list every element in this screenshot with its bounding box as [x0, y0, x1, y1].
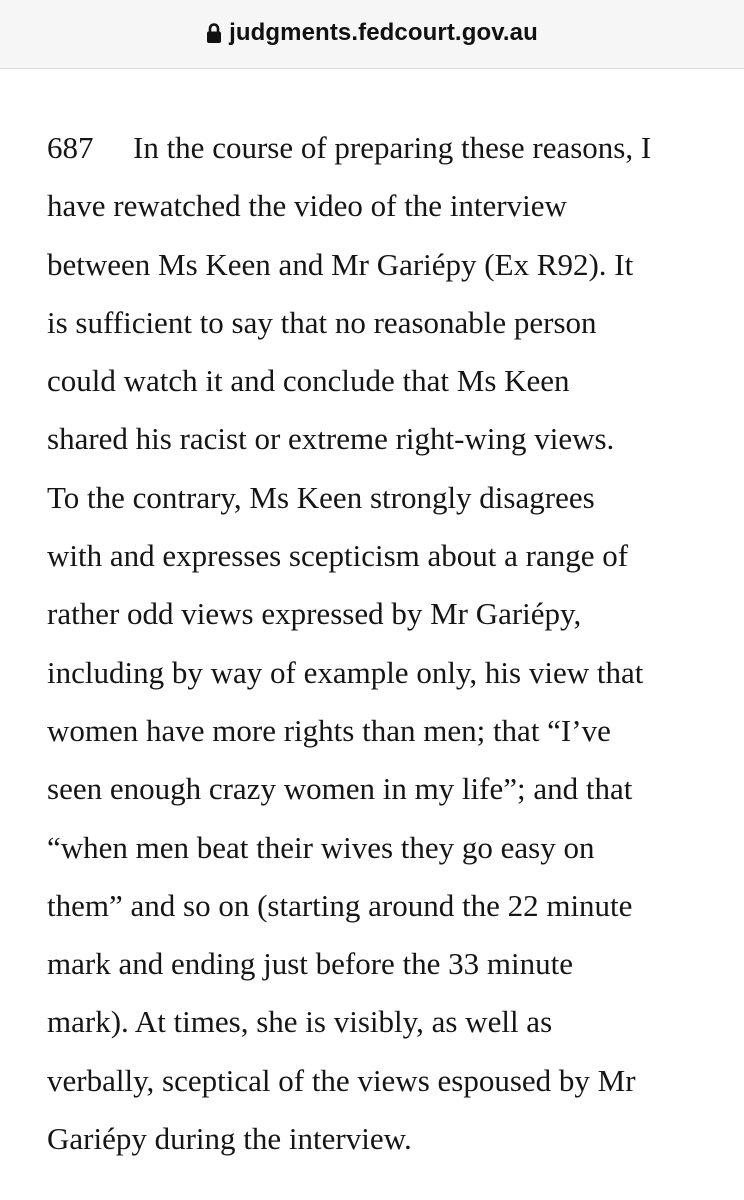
url-text: judgments.fedcourt.gov.au — [229, 18, 538, 46]
browser-address-bar — [0, 0, 744, 69]
paragraph-line: women have more rights than men; that “I’ve — [47, 712, 611, 748]
lock-icon — [206, 22, 222, 44]
paragraph-line: verbally, sceptical of the views espoused by Mr — [47, 1062, 636, 1098]
paragraph-line: “when men beat their wives they go easy on — [47, 829, 595, 865]
paragraph-line: To the contrary, Ms Keen strongly disagrees — [47, 479, 595, 515]
paragraph-line: them” and so on (starting around the 22 minute — [47, 887, 633, 923]
paragraph-line: with and expresses scepticism about a range of — [47, 538, 629, 574]
paragraph-line: between Ms Keen and Mr Gariépy (Ex R92). It — [47, 246, 634, 282]
paragraph-text: In the course of preparing these reasons, I — [133, 130, 652, 165]
paragraph-line: rather odd views expressed by Mr Gariépy, — [47, 596, 582, 632]
paragraph-line: seen enough crazy women in my life”; and that — [47, 771, 633, 807]
url-field[interactable] — [206, 19, 538, 47]
paragraph-line: including by way of example only, his view that — [47, 654, 644, 690]
paragraph-line: mark). At times, she is visibly, as well as — [47, 1004, 553, 1040]
paragraph-line: could watch it and conclude that Ms Keen — [47, 363, 570, 399]
paragraph-number: 687 — [47, 130, 94, 165]
paragraph-line — [47, 128, 727, 186]
paragraph-line: Gariépy during the interview. — [47, 1121, 412, 1157]
judgment-paragraph — [47, 128, 727, 1177]
paragraph-line: mark and ending just before the 33 minute — [47, 946, 574, 982]
paragraph-line: have rewatched the video of the interview — [47, 188, 567, 224]
paragraph-line: shared his racist or extreme right-wing views. — [47, 421, 615, 457]
paragraph-line: is sufficient to say that no reasonable person — [47, 304, 597, 340]
